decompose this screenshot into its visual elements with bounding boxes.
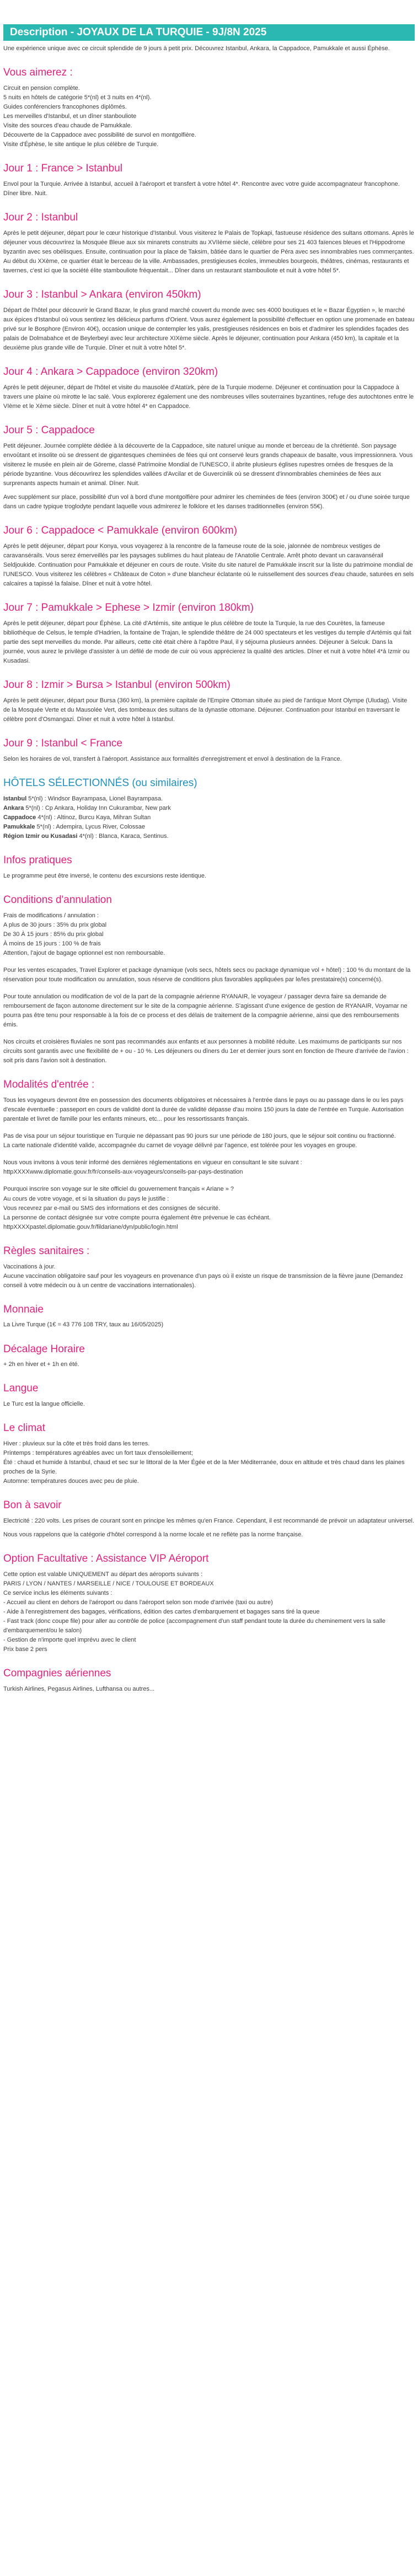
- hotel-names: 5*(nl) : Windsor Bayrampasa, Lionel Bayrampasa.: [28, 795, 163, 802]
- entry-paragraph: Tous les voyageurs devront être en possession des documents obligatoires et nécessaires à l'entrée dans le pays ou au passage dans le ou les pays d'escale éventuelle : passeport en cours de validité dont la durée de validité dépasse d'au moins 150 jours la date de l'entrée en Turquie. Autorisation parentale et livret de famille pour les enfants mineurs, etc... pour les ressortissants français.: [3, 1097, 404, 1123]
- day-title: Jour 4 : Ankara > Cappadoce (environ 320km): [3, 366, 218, 378]
- day-text-extra: Avec supplément sur place, possibilité d'un vol à bord d'une montgolfière pour admirer les cheminées de fées (environ 300€) et / ou d'une soirée turque dans un cadre typique troglodyte pendant laquelle vous admirerez le folklore et les danses traditionnelles (environ 55€).: [3, 494, 410, 510]
- practical-text: Le programme peut être inversé, le contenu des excursions reste identique.: [3, 872, 207, 879]
- health-section: [3, 1245, 415, 1290]
- assistance-list: [3, 1570, 415, 1654]
- assistance-title: Option Facultative : Assistance VIP Aéroport: [3, 1553, 209, 1565]
- highlight-item: Découverte de la Cappadoce avec possibilité de survol en montgolfière.: [3, 132, 196, 139]
- assistance-line: - Accueil au client en dehors de l'aéroport ou dans l'aéroport selon son mode d'arrivée (taxi ou autre): [3, 1599, 273, 1606]
- climate-title: Le climat: [3, 1422, 46, 1434]
- tips-paragraph: Electricité : 220 volts. Les prises de courant sont en principe les mêmes qu'en France. Cependant, il est recommandé de prévoir un adaptateur universel.: [3, 1518, 414, 1525]
- health-line: Vaccinations à jour.: [3, 1263, 56, 1270]
- climate-line: Été : chaud et humide à Istanbul, chaud et sec sur le littoral de la Mer Égée et de la Mer Méditerranée, doux en altitude et très chaud dans les plaines proches de la Syrie.: [3, 1459, 405, 1476]
- day-6-section: [3, 525, 415, 589]
- hotel-names: 5*(nl) : Adempira, Lycus River, Colossae: [36, 823, 145, 830]
- day-text: Après le petit déjeuner, départ pour Konya, vous voyagerez à la rencontre de la fameuse route de la soie, jalonnée de nombreux vestiges de caravansérails. Vous serez émerveillés par les paysages sublimes du haut plateau de l'Anatolie Centrale. Arrêt photo devant un caravansérail Seldjoukide. Continuation pour Pamukkale et déjeuner en cours de route. Visite du site naturel de Pamukkale inscrit sur la liste du patrimoine mondial de l'UNESCO. Vous visiterez les célèbres « Châteaux de Coton » d'une blancheur éclatante où le ruissellement des sources d'eau chaude, saturées en sels calcaires a tapissé la falaise. Dîner et nuit à votre hôtel.: [3, 542, 414, 588]
- day-title: Jour 8 : Izmir > Bursa > Istanbul (environ 500km): [3, 679, 231, 691]
- entry-link[interactable]: httpXXXXpastel.diplomatie.gouv.fr/fildariane/dyn/public/login.html: [3, 1223, 178, 1230]
- tips-title: Bon à savoir: [3, 1499, 62, 1512]
- entry-section: [3, 1079, 415, 1231]
- assistance-line: - Fast track (donc coupe file) pour aller au contrôle de police (accompagnement d'un staff pendant toute la durée du cheminement vers la salle d'embarquement/ou le salon): [3, 1618, 385, 1634]
- day-text: Petit déjeuner. Journée complète dédiée à la découverte de la Cappadoce, site naturel unique au monde et berceau de la chrétienté. Son paysage envoûtant et insolite où se dressent de gigantesques cheminées de fées qui ont conservé leurs grands chapeaux de basalte, vous impressionnera. Vous visiterez le musée en plein air de Göreme, classé Patrimoine Mondial de l'UNESCO, il abrite plusieurs églises rupestres ornées de fresques de la période byzantine. Vous découvrirez les splendides vallées d'Avcilar et de Guvercinlik où se dressent d'innombrables cheminées de fées aux surprenants aspects humain et animal. Dîner. Nuit.: [3, 442, 413, 487]
- practical-section: [3, 854, 415, 881]
- highlights-list: [3, 84, 415, 149]
- highlight-item: Circuit en pension complète.: [3, 84, 80, 92]
- language-title: Langue: [3, 1383, 39, 1395]
- cancellation-line: Frais de modifications / annulation :: [3, 912, 99, 919]
- cancellation-line: Attention, l'ajout de bagage optionnel est non remboursable.: [3, 949, 165, 956]
- highlight-item: Les merveilles d'Istanbul, et un dîner stanbouliote: [3, 112, 137, 120]
- climate-section: [3, 1422, 415, 1486]
- airlines-title: Compagnies aériennes: [3, 1668, 111, 1680]
- entry-line: Vous recevrez par e-mail ou SMS des informations et des consignes de sécurité.: [3, 1204, 221, 1212]
- currency-title: Monnaie: [3, 1303, 44, 1315]
- entry-line: La carte nationale d'identité valide, accompagnée du carnet de voyage délivré par l'agence, est tolérée pour les voyages en groupe.: [3, 1142, 357, 1149]
- cancellation-paragraph: Nos circuits et croisières fluviales ne sont pas recommandés aux enfants et aux personnes à mobilité réduite. Les maximums de participants sur nos circuits sont garantis avec une flexibilité de + ou - 10 %. Les déjeuners ou dîners du 1er et dernier jours sont en fonction de l'heure d'arrivée de l'avion : soit pris dans l'avion soit à destination.: [3, 1039, 409, 1064]
- cancellation-line: A plus de 30 jours : 35% du prix global: [3, 921, 107, 928]
- day-title: Jour 7 : Pamukkale > Ephese > Izmir (environ 180km): [3, 602, 254, 614]
- day-title: Jour 3 : Istanbul > Ankara (environ 450km): [3, 289, 201, 301]
- hotel-city: Cappadoce: [3, 814, 36, 821]
- timezone-section: [3, 1343, 415, 1370]
- highlights-section: [3, 67, 415, 149]
- climate-list: [3, 1439, 415, 1486]
- hotel-names: 5*(nl) : Cp Ankara, Holiday Inn Cukurambar, New park: [25, 804, 171, 811]
- cancellation-paragraph: Pour les ventes escapades, Travel Explorer et package dynamique (vols secs, hôtels secs ou package dynamique vol + hôtel) : 100 % du montant de la réservation pour toute modification ou annulation, sous réserve de conditions plus favorables appliquées par le/les prestataire(s) concerné(s).: [3, 966, 411, 983]
- timezone-text: + 2h en hiver et + 1h en été.: [3, 1361, 79, 1368]
- cancellation-fees: [3, 911, 415, 958]
- climate-line: Hiver : pluvieux sur la côte et très froid dans les terres.: [3, 1440, 150, 1447]
- assistance-line: Ce service inclus les éléments suivants :: [3, 1590, 112, 1596]
- assistance-section: [3, 1553, 415, 1654]
- tips-paragraph: Nous vous rappelons que la catégorie d'hôtel correspond à la norme locale et ne reflète pas la norme française.: [3, 1531, 303, 1539]
- health-paragraph: Aucune vaccination obligatoire sauf pour les voyageurs en provenance d'un pays où il existe un risque de transmission de la fièvre jaune (Demandez conseil à votre médecin ou à un centre de vaccinations internationales).: [3, 1272, 403, 1289]
- day-title: Jour 1 : France > Istanbul: [3, 163, 122, 175]
- day-text: Après le petit déjeuner, départ pour le cœur historique d'Istanbul. Vous visiterez le Palais de Topkapi, fastueuse résidence des sultans ottomans. Après le déjeuner vous découvrirez la Mosquée Bleue aux six minarets construits au XVIIème siècle, célèbre pour ses 21 403 faïences bleues et l'Hippodrome byzantin avec ses obélisques. Ensuite, continuation pour la place de Taksim, bâtiée dans le quartier de Péra avec ses innombrables rues commerçantes. Au début du XXème, ce quartier était le berceau de la ville. Ambassades, prestigieuses écoles, immeubles bourgeois, théâtres, cinémas, restaurants et tavernes, c'est ici que la société élite stambouliote fréquentait... Dîner dans un restaurant stambouliote et nuit à votre hôtel 5*.: [3, 229, 414, 275]
- page: [0, 24, 418, 2576]
- day-text: Départ de l'hôtel pour découvrir le Grand Bazar, le plus grand marché couvert du monde avec ses 4000 boutiques et le « Bazar Égyptien », le marché aux épices d'Istanbul où vous sentirez les délicieux parfums d'Orient. Vous aurez également la possibilité d'effectuer en option une promenade en bateau privé sur le Bosphore (Environ 40€), occasion unique de contempler les yalis, prestigieuses résidences en bois et d'admirer les splendides façades des palais de Dolmabahce et de Beylerbeyi avec leur architecture XIXème siècle. Après le déjeuner, continuation pour Ankara (450 km), la capitale et la deuxième plus grande ville de Turquie. Dîner et nuit à votre hôtel 5*.: [3, 306, 415, 352]
- hotels-section: [3, 777, 415, 841]
- hotel-row: [3, 813, 415, 822]
- assistance-line: - Gestion de n'importe quel imprévu avec le client: [3, 1637, 136, 1644]
- assistance-line: - Aide à l'enregistrement des bagages, vérifications, édition des cartes d'embarquement et bagages sans tiré la queue: [3, 1609, 320, 1616]
- day-title: Jour 2 : Istanbul: [3, 212, 78, 224]
- assistance-line: Prix base 2 pers: [3, 1646, 47, 1653]
- hotel-names: 4*(nl) : Blanca, Karaca, Sentinus.: [79, 833, 169, 840]
- day-text: Selon les horaires de vol, transfert à l'aéroport. Assistance aux formalités d'enregistrement et envol à destination de la France.: [3, 755, 342, 762]
- assistance-line: Cette option est valable UNIQUEMENT au départ des aéroports suivants :: [3, 1571, 203, 1578]
- entry-line: La personne de contact désignée sur votre compte pourra également être prévenue le cas échéant.: [3, 1214, 271, 1221]
- day-2-section: [3, 212, 415, 276]
- timezone-title: Décalage Horaire: [3, 1343, 85, 1355]
- cancellation-paragraph: Pour toute annulation ou modification de vol de la part de la compagnie aérienne RYANAIR, le voyageur / passager devra faire sa demande de remboursement de façon autonome directement sur le site de la compagnie aérienne. S'agissant d'une exigence de gestion de RYANAIR, Voyamar ne pourra pas être tenu pour responsable à la fois de ce process et des délais de traitement de la compagnie aérienne, ainsi que des remboursements émis.: [3, 993, 408, 1029]
- practical-title: Infos pratiques: [3, 854, 72, 867]
- airlines-section: [3, 1668, 415, 1694]
- climate-line: Printemps : températures agréables avec un fort taux d'ensoleillement;: [3, 1450, 193, 1457]
- day-3-section: [3, 289, 415, 353]
- climate-line: Automne: températures douces avec peu de pluie.: [3, 1478, 139, 1485]
- hotel-row: [3, 804, 415, 813]
- cancellation-section: [3, 894, 415, 1066]
- hotel-row: [3, 822, 415, 832]
- day-5-section: [3, 424, 415, 512]
- day-text: Après le petit déjeuner, départ de l'hôtel et visite du mausolée d'Atatürk, père de la Turquie moderne. Déjeuner et continuation pour la Cappadoce à travers une plaine où mirotte le lac salé. Vous explorerez également une des nombreuses villes souterraines byzantines, refuge des autochtones entre le VIème et le Xème siècle. Dîner et nuit à votre hôtel 4* en Cappadoce.: [3, 384, 414, 410]
- entry-paragraph: [3, 1185, 415, 1231]
- day-title: Jour 5 : Cappadoce: [3, 424, 95, 437]
- entry-line: Pourquoi inscrire son voyage sur le site officiel du gouvernement français « Ariane » ?: [3, 1186, 234, 1193]
- highlight-item: Guides conférenciers francophones diplômés.: [3, 103, 127, 110]
- day-9-section: [3, 738, 415, 764]
- day-text: Après le petit déjeuner, départ pour Éphèse. La cité d'Artémis, site antique le plus célèbre de toute la Turquie, la rue des Courètes, la fameuse bibliothèque de Celsus, le temple d'Hadrien, la fontaine de Trajan, le splendide théâtre de 24 000 spectateurs et les vestiges du temple d'Artémis qui fait partie des sept merveilles du monde. Par ailleurs, cette cité était chère à l'apôtre Paul, il y séjourna plusieurs années. Déjeuner à Selcuk. Dans la journée, vous aurez le privilège d'assister à un défilé de mode de cuir où vous apprécierez la qualité des articles. Dîner et nuit à votre hôtel 4*à Izmir ou Kusadasi.: [3, 620, 411, 665]
- cancellation-line: À moins de 15 jours : 100 % de frais: [3, 940, 101, 947]
- day-text: Envol pour la Turquie. Arrivée à Istanbul, accueil à l'aéroport et transfert à votre hôtel 4*. Rencontre avec votre guide accompagnateur francophone. Dîner libre. Nuit.: [3, 180, 400, 197]
- day-1-section: [3, 163, 415, 198]
- page-title-banner: Description - JOYAUX DE LA TURQUIE - 9J/8N 2025: [3, 24, 415, 41]
- currency-section: [3, 1304, 415, 1330]
- highlight-item: Visite d'Éphèse, le site antique le plus célèbre de Turquie.: [3, 141, 159, 148]
- highlight-item: Visite des sources d'eau chaude de Pamukkale.: [3, 122, 132, 130]
- highlight-item: 5 nuits en hôtels de catégorie 5*(nl) et 3 nuits en 4*(nl).: [3, 94, 152, 101]
- assistance-line: PARIS / LYON / NANTES / MARSEILLE / NICE / TOULOUSE ET BORDEAUX: [3, 1580, 214, 1587]
- day-7-section: [3, 602, 415, 666]
- day-text: Après le petit déjeuner, départ pour Bursa (360 km), la première capitale de l'Empire Ottoman située au pied de l'antique Mont Olympe (Uludag). Visite de la Mosquée Verte et du Mausolée Vert, des tombeaux des sultans de la dynastie ottomane. Déjeuner. Continuation pour Istanbul en traversant le célèbre pont d'Osmangazi. Dîner et nuit à votre hôtel à Istanbul.: [3, 697, 408, 723]
- hotel-city: Pamukkale: [3, 823, 35, 830]
- day-title: Jour 9 : Istanbul < France: [3, 738, 122, 750]
- cancellation-line: De 30 À 15 jours : 85% du prix global: [3, 931, 104, 938]
- intro-text: Une expérience unique avec ce circuit splendide de 9 jours à petit prix. Découvrez Istanbul, Ankara, la Cappadoce, Pamukkale et aussi Éphèse.: [3, 45, 390, 52]
- hotel-names: 4*(nl) : Altinoz, Burcu Kaya, Mihran Sultan: [37, 814, 151, 821]
- hotel-city: Ankara: [3, 804, 24, 811]
- entry-line: Au cours de votre voyage, et si la situation du pays le justifie :: [3, 1195, 169, 1202]
- health-title: Règles sanitaires :: [3, 1245, 90, 1257]
- hotel-row: [3, 832, 415, 841]
- entry-paragraph: [3, 1132, 415, 1150]
- airlines-text: Turkish Airlines, Pegasus Airlines, Lufthansa ou autres...: [3, 1686, 155, 1693]
- entry-line: Pas de visa pour un séjour touristique en Turquie ne dépassant pas 90 jours sur une période de 180 jours, que le séjour soit continu ou fractionné.: [3, 1133, 396, 1140]
- cancellation-title: Conditions d'annulation: [3, 894, 112, 906]
- hotels-list: [3, 794, 415, 841]
- day-8-section: [3, 679, 415, 724]
- tips-section: [3, 1499, 415, 1540]
- highlights-title: Vous aimerez :: [3, 67, 73, 79]
- day-title: Jour 6 : Cappadoce < Pamukkale (environ 600km): [3, 525, 238, 537]
- hotels-title: HÔTELS SÉLECTIONNÉS (ou similaires): [3, 777, 197, 789]
- currency-text: La Livre Turque (1€ = 43 776 108 TRY, taux au 16/05/2025): [3, 1321, 164, 1329]
- language-section: [3, 1383, 415, 1409]
- language-text: Le Turc est la langue officielle.: [3, 1401, 85, 1408]
- entry-title: Modalités d'entrée :: [3, 1079, 95, 1091]
- hotel-city: Région Izmir ou Kusadasi: [3, 833, 78, 840]
- entry-paragraph: Nous vous invitons à vous tenir informé des dernières réglementations en vigueur en consultant le site suivant : httpXXXXwww.diplomatie.gouv.fr/fr/conseils-aux-voyageurs/conseils-par-pays-destination: [3, 1159, 302, 1176]
- hotel-row: [3, 794, 415, 804]
- day-4-section: [3, 366, 415, 411]
- hotel-city: Istanbul: [3, 795, 27, 802]
